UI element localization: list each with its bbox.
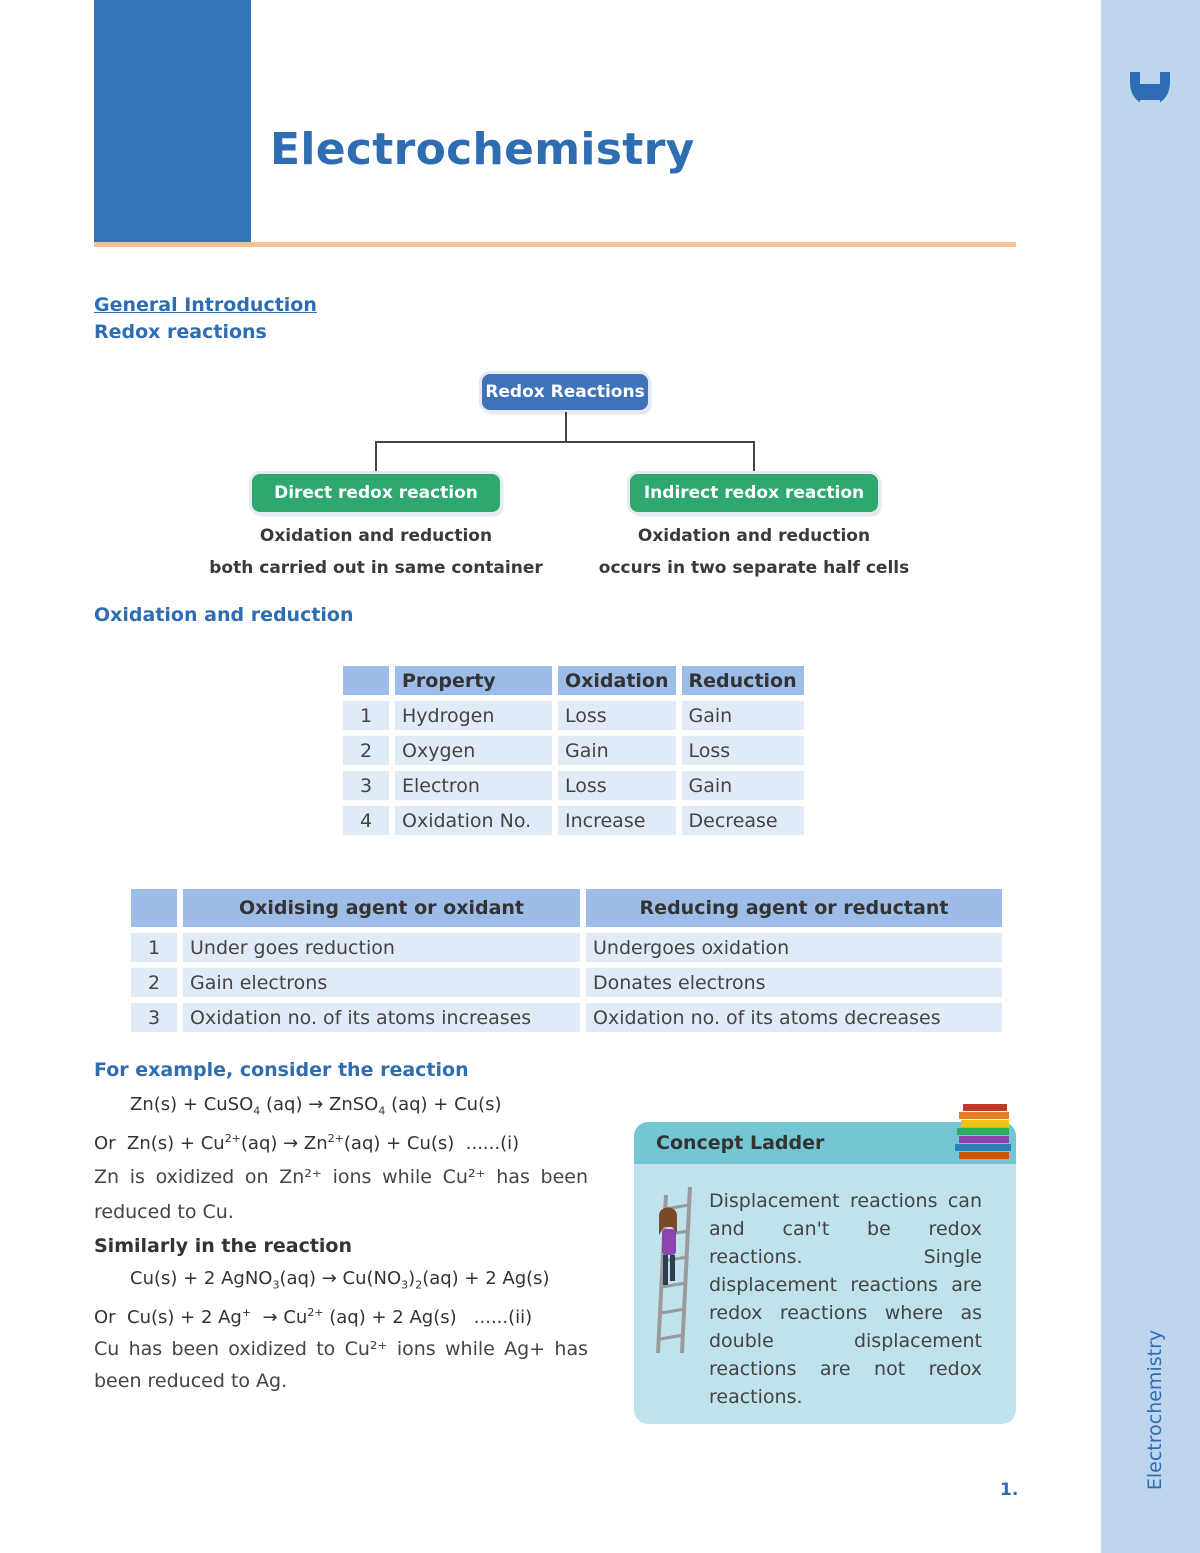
table-header: Oxidising agent or oxidant <box>183 889 580 927</box>
equation-2: Cu(s) + 2 AgNO$_3$(aq) → $Cu(NO_3)_2(aq) + 2$ Ag(s) <box>130 1268 550 1292</box>
table-cell: Loss <box>558 701 676 730</box>
table-cell: Gain <box>558 736 676 765</box>
example-heading: For example, consider the reaction <box>94 1059 469 1081</box>
table-cell: Donates electrons <box>586 968 1002 997</box>
table-cell: Loss <box>682 736 804 765</box>
table-cell: Oxidation no. of its atoms increases <box>183 1003 580 1032</box>
table-cell: Undergoes oxidation <box>586 933 1002 962</box>
general-introduction-link[interactable]: General Introduction <box>94 294 317 316</box>
or-label: Or <box>94 1307 116 1328</box>
property-table <box>337 660 810 841</box>
table-cell: 4 <box>343 806 389 835</box>
agent-table <box>125 883 1008 1038</box>
equation-label: ......(ii) <box>473 1307 533 1328</box>
table-header: Property <box>395 666 552 695</box>
table-cell: 3 <box>343 771 389 800</box>
paragraph-1: Zn is oxidized on Zn²⁺ ions while Cu²⁺ has been reduced to Cu. <box>94 1166 588 1223</box>
header-divider <box>94 242 1016 247</box>
table-cell: 1 <box>343 701 389 730</box>
table-cell: Oxygen <box>395 736 552 765</box>
desc-line: occurs in two separate half cells <box>598 558 910 578</box>
direct-redox-description <box>196 520 556 584</box>
tree-connector <box>565 412 567 442</box>
table-cell: 2 <box>131 968 177 997</box>
header-block <box>94 0 251 243</box>
desc-line: Oxidation and reduction <box>259 526 493 546</box>
table-header-row <box>343 666 804 695</box>
table-row <box>131 933 1002 962</box>
table-cell: Increase <box>558 806 676 835</box>
indirect-redox-box: Indirect redox reaction <box>630 474 878 512</box>
table-header <box>343 666 389 695</box>
table-row <box>131 968 1002 997</box>
logo-icon <box>1126 70 1174 110</box>
table-cell: Oxidation No. <box>395 806 552 835</box>
table-cell: Electron <box>395 771 552 800</box>
table-header: Oxidation <box>558 666 676 695</box>
table-cell: Gain <box>682 701 804 730</box>
paragraph-2: Cu has been oxidized to Cu²⁺ ions while Ag+ has been reduced to Ag. <box>94 1338 588 1392</box>
equation-1: Zn(s) + CuSO$_4$ (aq) → ZnSO$_4$ (aq) + Cu(s) <box>130 1094 502 1118</box>
page-number: 1. <box>1000 1480 1019 1500</box>
page-title: Electrochemistry <box>270 124 695 175</box>
table-cell: Oxidation no. of its atoms decreases <box>586 1003 1002 1032</box>
table-header: Reducing agent or reductant <box>586 889 1002 927</box>
desc-line: Oxidation and reduction <box>637 526 871 546</box>
desc-line: both carried out in same container <box>209 558 543 578</box>
oxidation-reduction-heading: Oxidation and reduction <box>94 604 354 626</box>
table-row <box>131 1003 1002 1032</box>
side-strip <box>1101 0 1200 1553</box>
table-header: Reduction <box>682 666 804 695</box>
table-row <box>343 701 804 730</box>
table-cell: Hydrogen <box>395 701 552 730</box>
side-title: Electrochemistry <box>1144 1329 1166 1491</box>
table-cell: Gain <box>682 771 804 800</box>
concept-ladder-title: Concept Ladder <box>656 1132 825 1154</box>
equation-1-ionic: Or $Zn(s) + Cu^{2+}(aq) \to Zn^{2+}(aq) + Cu(s)$ ......(i) <box>94 1132 520 1154</box>
redox-reactions-heading: Redox reactions <box>94 321 267 343</box>
equation-2-ionic: Or Cu(s) + 2 $Ag^+ \to Cu^{2+}$ (aq) + 2 Ag(s) ......(ii) <box>94 1306 533 1328</box>
table-cell: Under goes reduction <box>183 933 580 962</box>
equation-label: ......(i) <box>465 1133 520 1154</box>
tree-connector <box>753 441 755 473</box>
tree-connector <box>375 441 755 443</box>
ladder-girl-icon <box>652 1185 696 1355</box>
table-row <box>343 736 804 765</box>
direct-redox-box: Direct redox reaction <box>252 474 500 512</box>
tree-connector <box>375 441 377 473</box>
table-row <box>343 806 804 835</box>
table-header <box>131 889 177 927</box>
indirect-redox-description <box>574 520 934 584</box>
concept-ladder-text: Displacement reactions can and can't be redox reactions. Single displacement reactions are redox reactions where as double displacement reactions are not redox reactions. <box>709 1190 982 1408</box>
or-label: Or <box>94 1133 116 1154</box>
books-icon <box>953 1102 1015 1164</box>
table-cell: Gain electrons <box>183 968 580 997</box>
table-cell: 1 <box>131 933 177 962</box>
similarly-heading: Similarly in the reaction <box>94 1235 353 1257</box>
redox-reactions-box: Redox Reactions <box>482 374 648 410</box>
table-header-row <box>131 889 1002 927</box>
table-cell: 2 <box>343 736 389 765</box>
table-cell: Loss <box>558 771 676 800</box>
table-cell: Decrease <box>682 806 804 835</box>
table-cell: 3 <box>131 1003 177 1032</box>
table-row <box>343 771 804 800</box>
